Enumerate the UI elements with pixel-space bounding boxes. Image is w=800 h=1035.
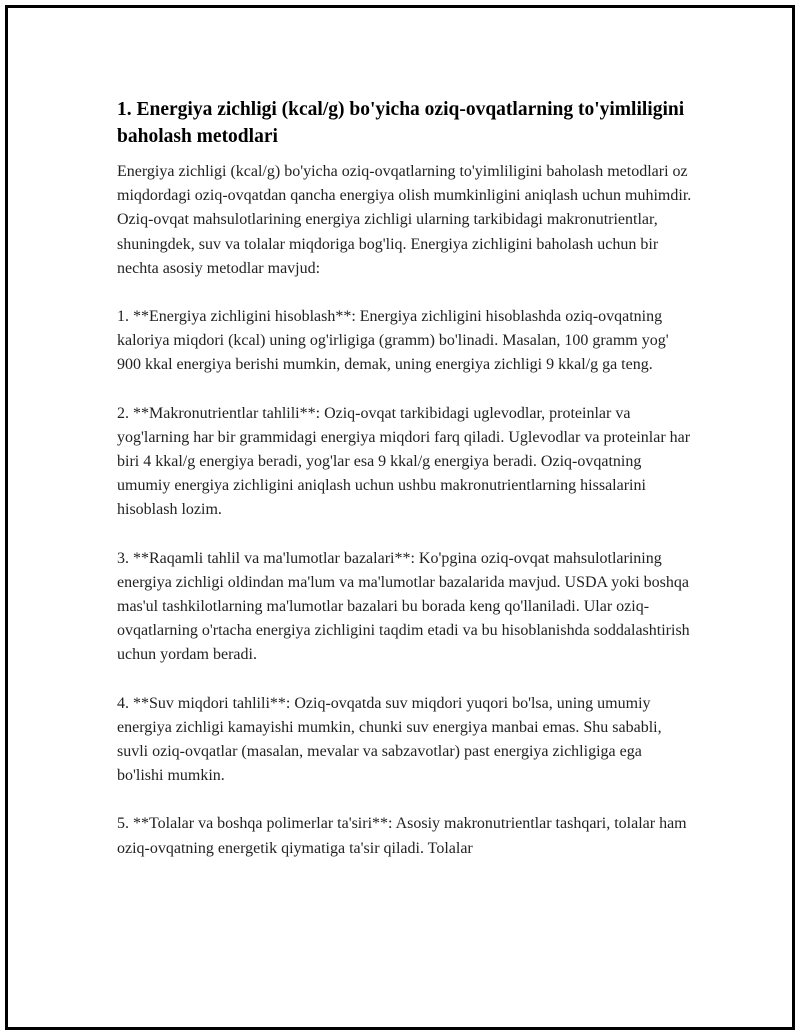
list-item-5: 5. **Tolalar va boshqa polimerlar ta'siri**: Asosiy makronutrientlar tashqari, tolalar ham oziq-ovqatning energetik qiymatiga ta'sir qiladi. Tolalar [117,815,691,857]
list-item-4: 4. **Suv miqdori tahlili**: Oziq-ovqatda suv miqdori yuqori bo'lsa, uning umumiy energiya zichligi kamayishi mumkin, chunki suv energiya manbai emas. Shu sababli, suvli oziq-ovqatlar (masalan, mevalar va sabzavotlar) past energiya zichligiga ega bo'lishi mumkin. [117,694,666,785]
document-body [117,96,696,885]
intro-paragraph: Energiya zichligi (kcal/g) bo'yicha oziq-ovqatlarning to'yimliligini baholash metodlari oz miqdordagi oziq-ovqatdan qancha energiya olish mumkinligini aniqlash uchun muhimdir. Oziq-ovqat mahsulotlarining energiya zichligi ularning tarkibidagi makronutrientlar, shuningdek, suv va tolalar miqdoriga bog'liq. Energiya zichligini baholash uchun bir nechta asosiy metodlar mavjud: [117,163,696,277]
page-frame [5,5,795,1030]
list-item-2: 2. **Makronutrientlar tahlili**: Oziq-ovqat tarkibidagi uglevodlar, proteinlar va yog'larning har bir grammidagi energiya miqdori farq qiladi. Uglevodlar va proteinlar har biri 4 kkal/g energiya beradi, yog'lar esa 9 kkal/g energiya beradi. Oziq-ovqatning umumiy energiya zichligini aniqlash uchun ushbu makronutrientlarning hissalarini hisoblash lozim. [117,404,695,519]
list-item-3: 3. **Raqamli tahlil va ma'lumotlar bazalari**: Ko'pgina oziq-ovqat mahsulotlarining energiya zichligi oldindan ma'lum va ma'lumotlar bazalarida mavjud. USDA yoki boshqa mas'ul tashkilotlarning ma'lumotlar bazalari bu borada keng qo'llaniladi. Ular oziq-ovqatlarning o'rtacha energiya zichligini taqdim etadi va bu hisoblanishda soddalashtirish uchun yordam beradi. [117,549,694,664]
page-title: 1. Energiya zichligi (kcal/g) bo'yicha oziq-ovqatlarning to'yimliligini baholash metodlari [117,99,685,147]
list-item-1: 1. **Energiya zichligini hisoblash**: Energiya zichligini hisoblashda oziq-ovqatning kaloriya miqdori (kcal) uning og'irligiga (gramm) bo'linadi. Masalan, 100 gramm yog' 900 kkal energiya berishi mumkin, demak, uning energiya zichligi 9 kkal/g ga teng. [117,308,673,374]
